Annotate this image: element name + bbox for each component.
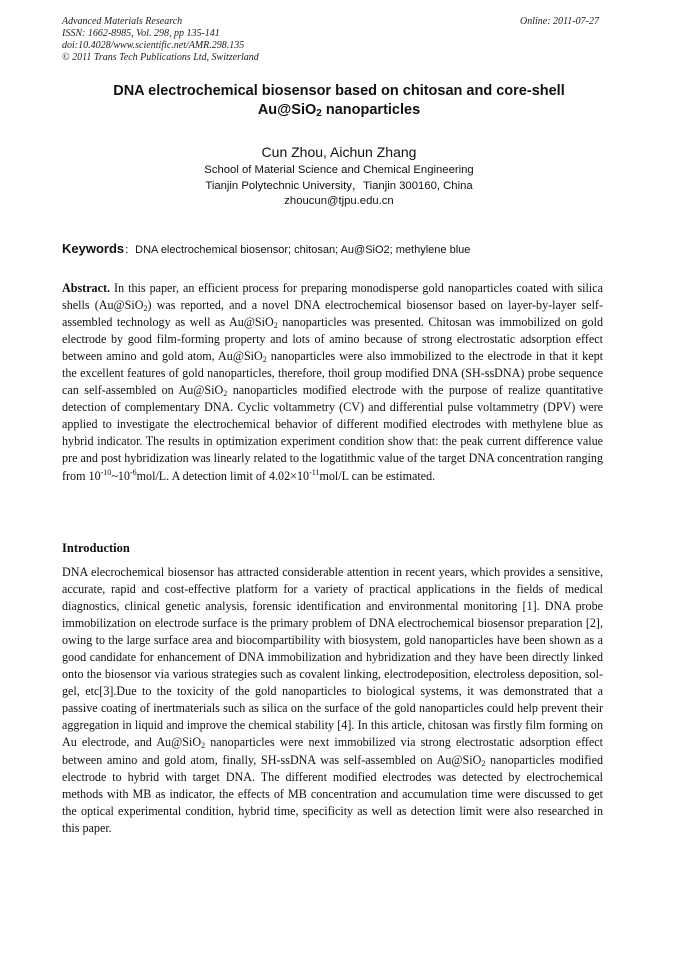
online-date: Online: 2011-07-27 xyxy=(520,16,599,27)
journal-doi: doi:10.4028/www.scientific.net/AMR.298.135 xyxy=(62,40,245,51)
keywords: Keywords：DNA electrochemical biosensor; chitosan; Au@SiO2; methylene blue xyxy=(62,241,471,256)
title-line-2: Au@SiO$_2$ nanoparticles xyxy=(257,102,421,119)
abstract: Abstract. In this paper, an efficient process for preparing monodisperse gold nanoparticles coated with silica shells (Au@SiO$_2$) was reported, and a novel DNA electrochemical biosensor based on layer-by-layer self-assembled technology as well as Au@SiO$_2$ nanoparticles was presented. Chitosan was immobilized on gold electrode by good film-forming property and lots of amino because of strong electrostatic adsorption effect between amino and gold atom, Au@SiO$_2$ nanoparticles were also immobilized to the electrode in that it kept the excellent features of gold nanoparticles, therefore, thoil group modified DNA (SH-ssDNA) probe sequence can self-assembled on Au@SiO$_2$ nanoparticles modified electrode with the purpose of realize quantitative detection of complementary DNA. Cyclic voltammetry (CV) and differential pulse voltammetry (DPV) were applied to investigate the electrochemical behavior of different modified electrodes with methylene blue as hybrid indicator. The results in optimization experiment condition show that: the peak current difference value pre and post hybridization was linearly related to the logatithmic value of the target DNA concentration ranging from $10^{-10}\sim 10^{-6}mol/L$. A detection limit of $4.02\times 10^{-11}mol/L$ can be estimated. xyxy=(62,281,603,483)
introduction-paragraph: DNA elecrochemical biosensor has attracted considerable attention in recent years, which provides a sensitive, accurate, rapid and cost-effective platform for a variety of practical applications in the fields of medical diagnostics, clinical genetic analysis, forensic identification and environmental monitoring [1]. DNA probe immobilization on electrode surface is the primary problem of DNA electrochemical biosensor preparation [2], owing to the large surface area and biocompartibility with biosystem, gold nanoparticles have been shown as a good candidate for enhancement of DNA immobilization and hybridization and they have been directly linked onto the biosensor via various strategies such as covalent linking, electrodeposition, electroless deposition, sol-gel, etc[3].Due to the toxicity of the gold nanoparticles to biological systems, it was demonstrated that a passive coating of inertmaterials such as silica on the surface of the gold nanoparticles could help prevent their aggregation in liquid and improve the chemical stability [4]. In this article, chitosan was firstly film forming on Au electrode, and Au@SiO$_2$ nanoparticles were next immobilized via strong electrostatic adsorption effect between amino and gold atom, finally, SH-ssDNA was self-assembled on Au@SiO$_2$ nanoparticles modified electrode to hybrid with target DNA. The different modified electrodes was detected by electrochemical methods with MB as indicator, the effects of MB concentration and accumulation time were discussed to get the optical experimental condition, hybrid time, specificity as well as detection limit were also researched in this paper. xyxy=(62,565,603,835)
title-line-1: DNA electrochemical biosensor based on chitosan and core-shell xyxy=(113,83,565,99)
keywords-text: DNA electrochemical biosensor; chitosan; Au@SiO2; methylene blue xyxy=(135,244,471,256)
affiliation-school: School of Material Science and Chemical Engineering xyxy=(204,164,474,176)
paper-title xyxy=(60,82,618,120)
journal-header xyxy=(62,16,259,64)
section-heading-introduction: Introduction xyxy=(62,541,130,555)
abstract-label: Abstract. xyxy=(62,281,111,295)
affiliation-university: Tianjin Polytechnic University，Tianjin 300160, China xyxy=(205,179,473,192)
author-list: Cun Zhou, Aichun Zhang xyxy=(261,144,417,160)
journal-name: Advanced Materials Research xyxy=(62,16,183,27)
journal-copyright: © 2011 Trans Tech Publications Ltd, Switzerland xyxy=(62,52,259,63)
journal-issn: ISSN: 1662-8985, Vol. 298, pp 135-141 xyxy=(62,28,220,39)
author-email: zhoucun@tjpu.edu.cn xyxy=(284,195,394,207)
keywords-label: Keywords xyxy=(62,241,125,256)
affiliation xyxy=(60,163,618,210)
